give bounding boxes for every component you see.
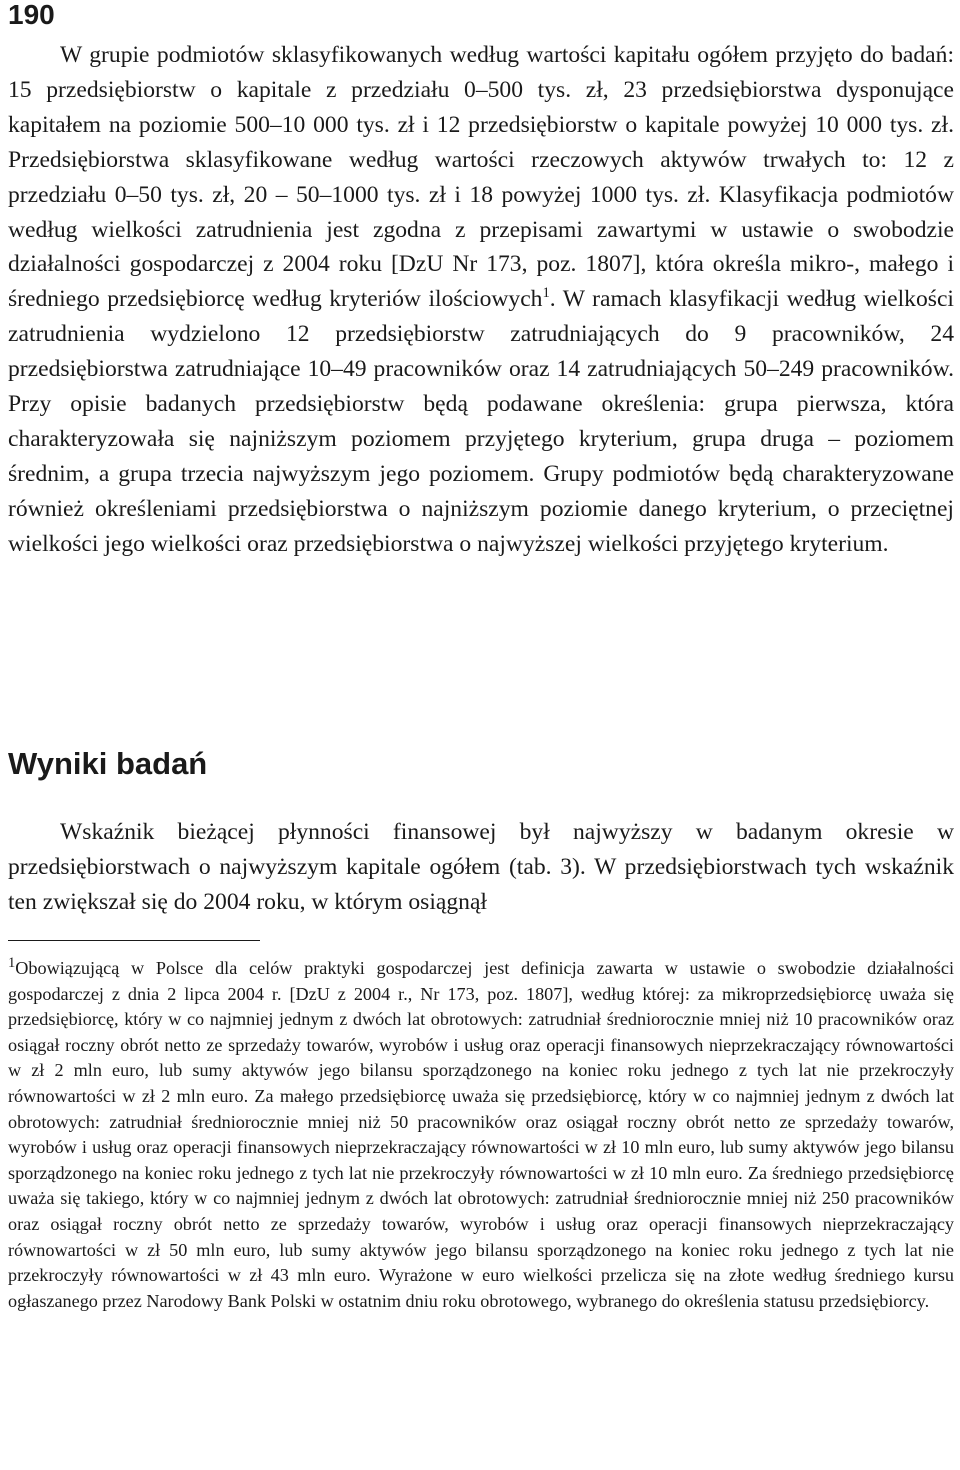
body-paragraph-results: Wskaźnik bieżącej płynności finansowej był najwyższy w badanym okresie w przedsiębiorstwach o najwyższym kapitale ogółem (tab. 3). W przedsiębiorstwach tych wskaźnik ten zwiększał się do 2004 roku, w którym osiągnął — [8, 819, 954, 915]
footnote-reference[interactable]: 1 — [542, 285, 550, 302]
paragraph-text-part-1: W grupie podmiotów sklasyfikowanych według wartości kapitału ogółem przyjęto do badań: 15 przedsiębiorstw o kapitale z przedziału 0–500 tys. zł, 23 przedsiębiorstwa dysponujące kapitałem na poziomie 500–10 000 tys. zł i 12 przedsiębiorstw o kapitale powyżej 10 000 tys. zł. Przedsiębiorstwa sklasyfikowane według wartości rzeczowych aktywów trwałych to: 12 z przedziału 0–50 tys. zł, 20 – 50–1000 tys. zł i 18 powyżej 1000 tys. zł. Klasyfikacja podmiotów według wielkości zatrudnienia jest zgodna z przepisami zawartymi w ustawie o swobodzie działalności gospodarczej z 2004 roku [DzU Nr 173, poz. 1807], która określa mikro-, małego i średniego przedsiębiorcę według kryteriów ilościowych — [8, 42, 954, 313]
footnote-separator — [8, 940, 260, 941]
page-number: 190 — [8, 0, 55, 30]
footnote — [8, 956, 954, 1314]
footnote-text: Obowiązującą w Polsce dla celów praktyki gospodarczej jest definicja zawarta w ustawie o swobodzie działalności gospodarczej z dnia 2 lipca 2004 r. [DzU z 2004 r., Nr 173, poz. 1807], według której: za mikroprzedsiębiorcę uważa się przedsiębiorcę, który w co najmniej jednym z dwóch lat obrotowych: zatrudniał średniorocznie mniej niż 10 pracowników oraz osiągał roczny obrót netto ze sprzedaży towarów, wyrobów i usług oraz operacji finansowych nieprzekraczający równowartości w zł 2 mln euro, lub sumy aktywów jego bilansu sporządzonego na koniec roku jednego z tych lat nie przekroczyły równowartości w zł 2 mln euro. Za małego przedsiębiorcę uważa się przedsiębiorcę, który w co najmniej jednym z dwóch lat obrotowych: zatrudniał średniorocznie mniej niż 50 pracowników oraz osiągał roczny obrót netto ze sprzedaży towarów, wyrobów i usług oraz operacji finansowych nieprzekraczający równowartości w zł 10 mln euro, lub sumy aktywów jego bilansu sporządzonego na koniec roku jednego z tych lat nie przekroczyły równowartości w zł 10 mln euro. Za średniego przedsiębiorcę uważa się takiego, który w co najmniej jednym z dwóch lat obrotowych: zatrudniał średniorocznie mniej niż 250 pracowników oraz osiągał roczny obrót netto ze sprzedaży towarów, wyrobów i usług oraz operacji finansowych nieprzekraczający równowartości w zł 50 mln euro, lub sumy aktywów jego bilansu sporządzonego na koniec roku jednego z tych lat nie przekroczyły równowartości w zł 43 mln euro. Wyrażone w euro wielkości przelicza się na złote według średniego kursu ogłaszanego przez Narodowy Bank Polski w ostatnim dniu roku obrotowego, wybranego do określenia statusu przedsiębiorcy. — [8, 958, 954, 1311]
body-paragraph-classification — [8, 38, 954, 562]
section-heading: Wyniki badań — [8, 746, 208, 781]
footnote-marker: 1 — [8, 954, 16, 971]
paragraph-text-part-2: . W ramach klasyfikacji według wielkości zatrudnienia wydzielono 12 przedsiębiorstw zatrudniających do 9 pracowników, 24 przedsiębiorstwa zatrudniające 10–49 pracowników oraz 14 zatrudniających 50–249 pracowników. Przy opisie badanych przedsiębiorstw będą podawane określenia: grupa pierwsza, która charakteryzowała się najniższym poziomem przyjętego kryterium, grupa druga – poziomem średnim, a grupa trzecia najwyższym jego poziomem. Grupy podmiotów będą charakteryzowane również określeniami przedsiębiorstwa o najniższym poziomie danego kryterium, o przeciętnej wielkości jego wielkości oraz przedsiębiorstwa o najwyższej wielkości przyjętego kryterium. — [8, 286, 954, 557]
